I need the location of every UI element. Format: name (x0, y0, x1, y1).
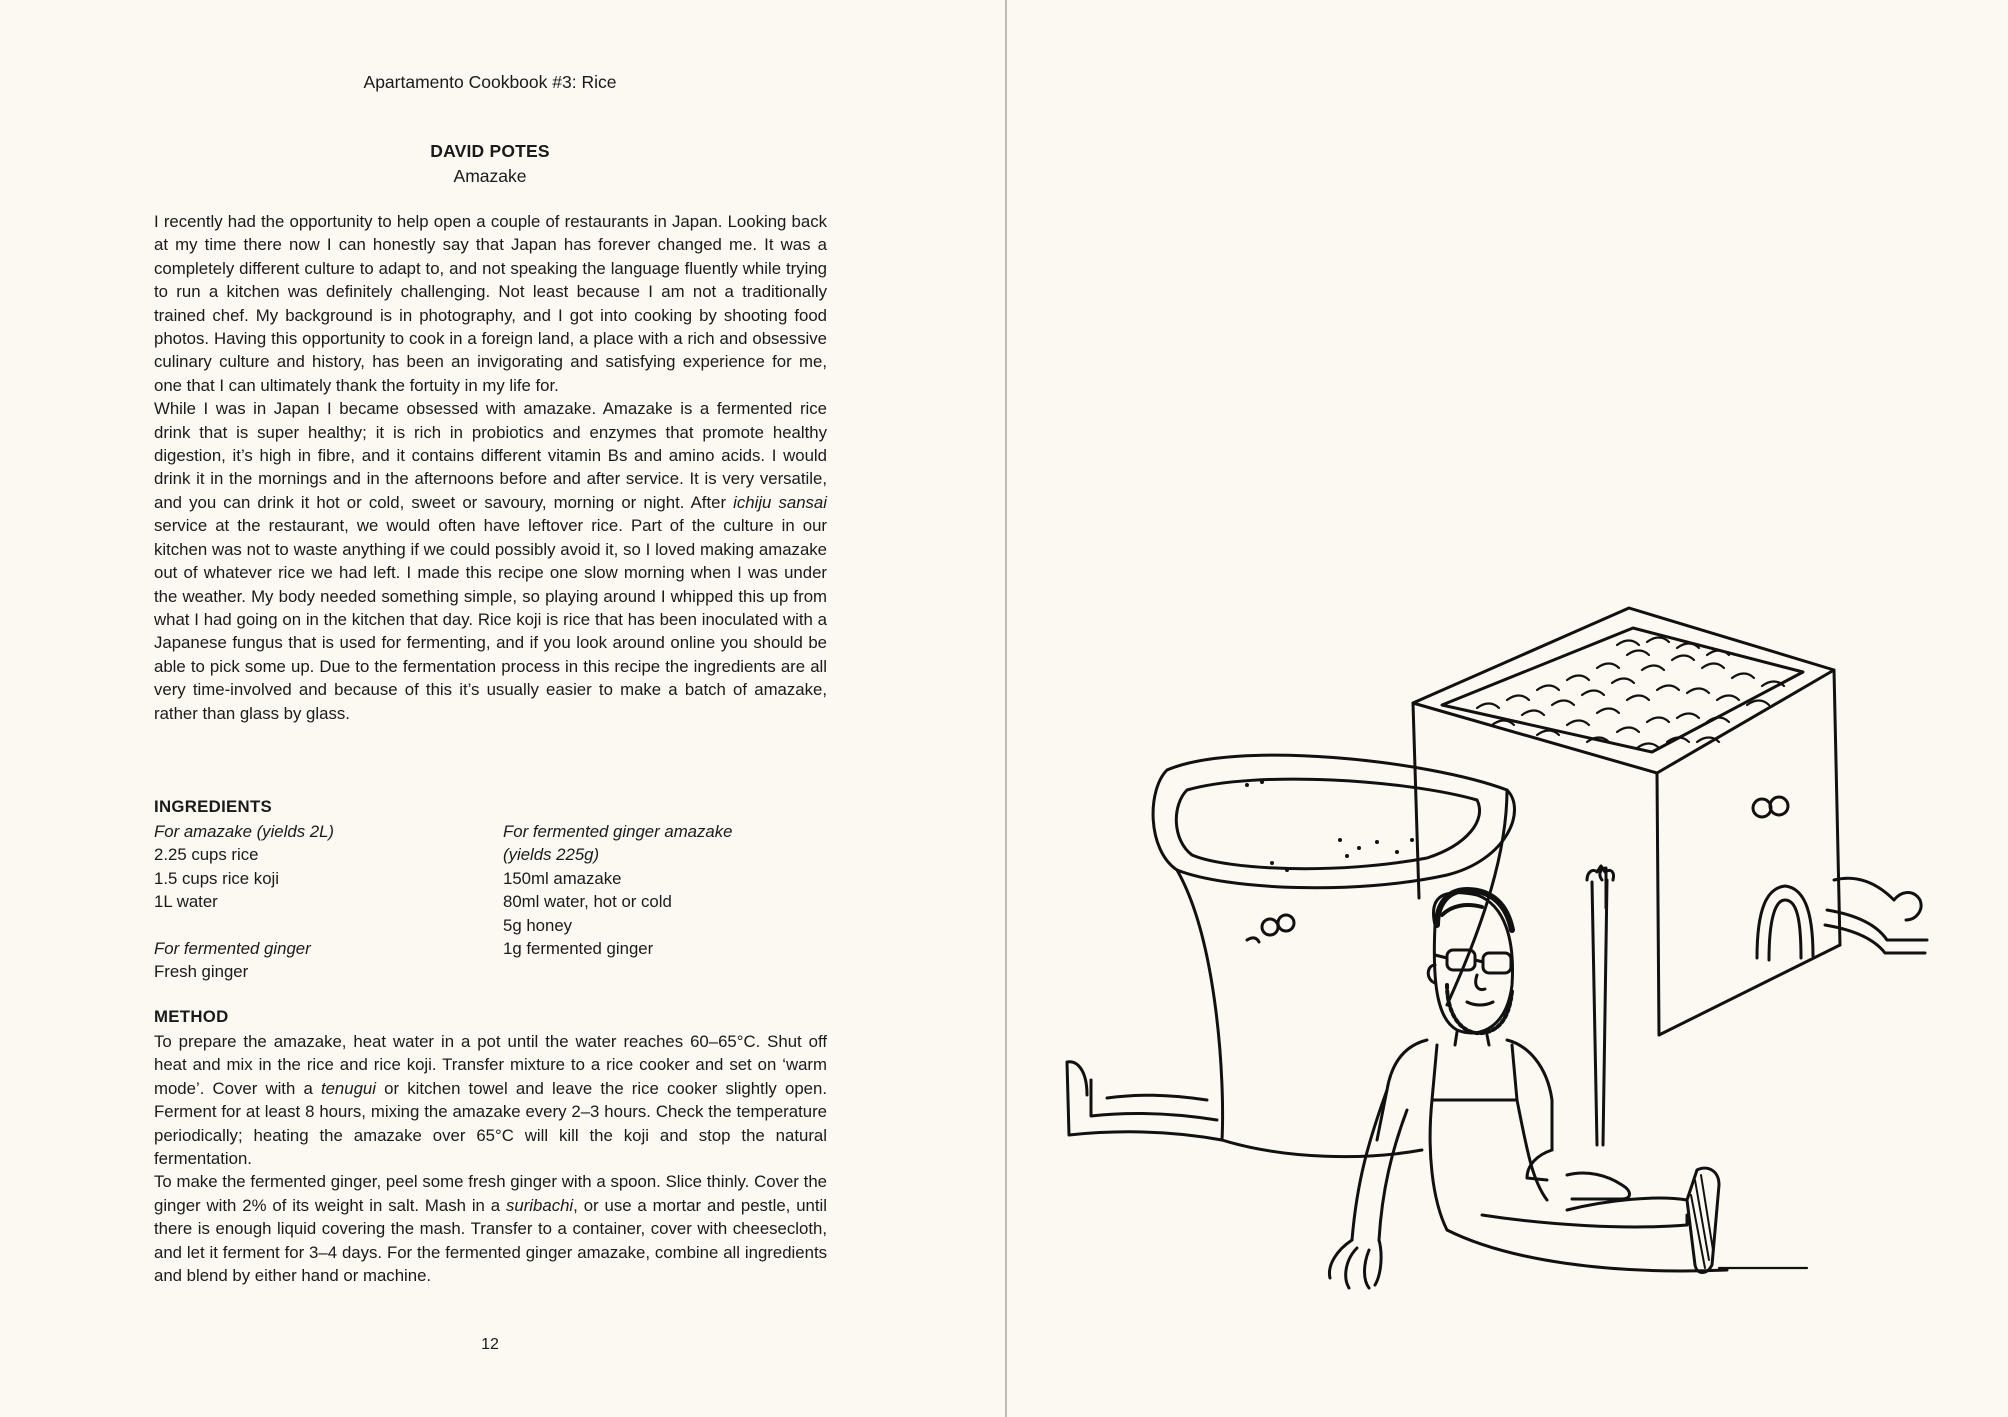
page-number: 12 (481, 1336, 499, 1353)
method-paragraph-2-text-a: To make the fermented ginger, peel some fresh ginger with a spoon. Slice thinly. Cover the ginger with 2% of its weight in salt. Mash in a (154, 1172, 827, 1215)
spacer (154, 914, 484, 937)
ingredient-item: Fresh ginger (154, 962, 249, 982)
recipe-title: Amazake (453, 166, 527, 186)
ingredient-item: 1.5 cups rice koji (154, 868, 279, 888)
ingredient-item: 80ml water, hot or cold (503, 892, 672, 912)
ingredient-item: 5g honey (503, 915, 573, 935)
ingredient-item: 1L water (154, 892, 218, 912)
ingredient-item: 150ml amazake (503, 868, 622, 888)
running-head: Apartamento Cookbook #3: Rice (363, 72, 617, 92)
ginger-amazake-subheading: For fermented ginger amazake (503, 822, 733, 841)
ginger-amazake-yield: (yields 225g) (503, 845, 600, 865)
rice-box-drawing (1413, 608, 1927, 1035)
right-page (1007, 0, 2008, 1417)
method-heading: METHOD (154, 1007, 229, 1026)
ingredient-item: 2.25 cups rice (154, 845, 259, 865)
ingredients-column-left (154, 820, 484, 984)
method-paragraph-2-text-b: , or use a mortar and pestle, until there is enough liquid covering the mash. Transfer to a container, cover with cheesecloth, and let it ferment for 3–4 days. For the fermented ginger amazake, combine all ingredients and blend by either hand or machine. (154, 1195, 827, 1286)
intro-paragraph-2-italic: ichiju sansai (733, 492, 827, 512)
method-paragraph-2-italic: suribachi (505, 1195, 574, 1215)
intro-paragraph-2-text-b: service at the restaurant, we would often have leftover rice. Part of the culture in our kitchen was not to waste anything if we could possibly avoid it, so I loved making amazake out of whatever rice we had left. I made this recipe one slow morning when I was under the weather. My body needed something simple, so playing around I whipped this up from what I had going on in the kitchen that day. Rice koji is rice that has been inoculated with a Japanese fungus that is used for fermenting, and if you look around online you should be able to pick some up. Due to the fermentation process in this recipe the ingredients are all very time-involved and because of this it’s usually easier to make a batch of amazake, rather than glass by glass. (154, 516, 827, 723)
intro-text (154, 210, 827, 725)
author-name: DAVID POTES (430, 141, 550, 161)
intro-paragraph-1: I recently had the opportunity to help open a couple of restaurants in Japan. Looking back at my time there now I can honestly say that Japan has forever changed me. It was a completely different culture to adapt to, and not speaking the language fluently while trying to run a kitchen was definitely challenging. Not least because I am not a traditionally trained chef. My background is in photography, and I got into cooking by shooting food photos. Having this opportunity to cook in a foreign land, a place with a rich and obsessive culinary culture and history, has been an invigorating and satisfying experience for me, one that I can ultimately thank the fortuity in my life for. (154, 212, 827, 395)
method-paragraph-1-text-a: To prepare the amazake, heat water in a pot until the water reaches 60–65°C. Shut off heat and mix in the rice and rice koji. Transfer mixture to a rice cooker and set on ‘warm mode’. Cover with a (154, 1032, 827, 1098)
intro-paragraph-2-text-a: While I was in Japan I became obsessed with amazake. Amazake is a fermented rice drink that is super healthy; it is rich in probiotics and enzymes that promote healthy digestion, it’s high in fibre, and it contains different vitamin Bs and amino acids. I would drink it in the mornings and in the afternoons before and after service. It is very versatile, and you can drink it hot or cold, sweet or savoury, morning or night. After (154, 399, 827, 512)
intro-paragraph-2 (154, 397, 827, 725)
chef-with-rice-pots-illustration (1007, 0, 2008, 1417)
ingredients-heading: INGREDIENTS (154, 797, 272, 816)
method-paragraph-1 (154, 1030, 827, 1170)
chef-figure-drawing (1329, 866, 1807, 1288)
method-paragraph-1-text-b: or kitchen towel and leave the rice cooker slightly open. Ferment for at least 8 hours, mixing the amazake every 2–3 hours. Check the temperature periodically; heating the amazake over 65°C will kill the koji and stop the natural fermentation. (154, 1078, 827, 1169)
ingredients-column-right (503, 820, 833, 960)
method-text (154, 1030, 827, 1287)
ingredient-item: 1g fermented ginger (503, 939, 654, 959)
method-paragraph-1-italic: tenugui (320, 1078, 376, 1098)
amazake-subheading: For amazake (yields 2L) (154, 822, 334, 841)
fermented-ginger-subheading: For fermented ginger (154, 939, 311, 959)
method-paragraph-2 (154, 1170, 827, 1287)
